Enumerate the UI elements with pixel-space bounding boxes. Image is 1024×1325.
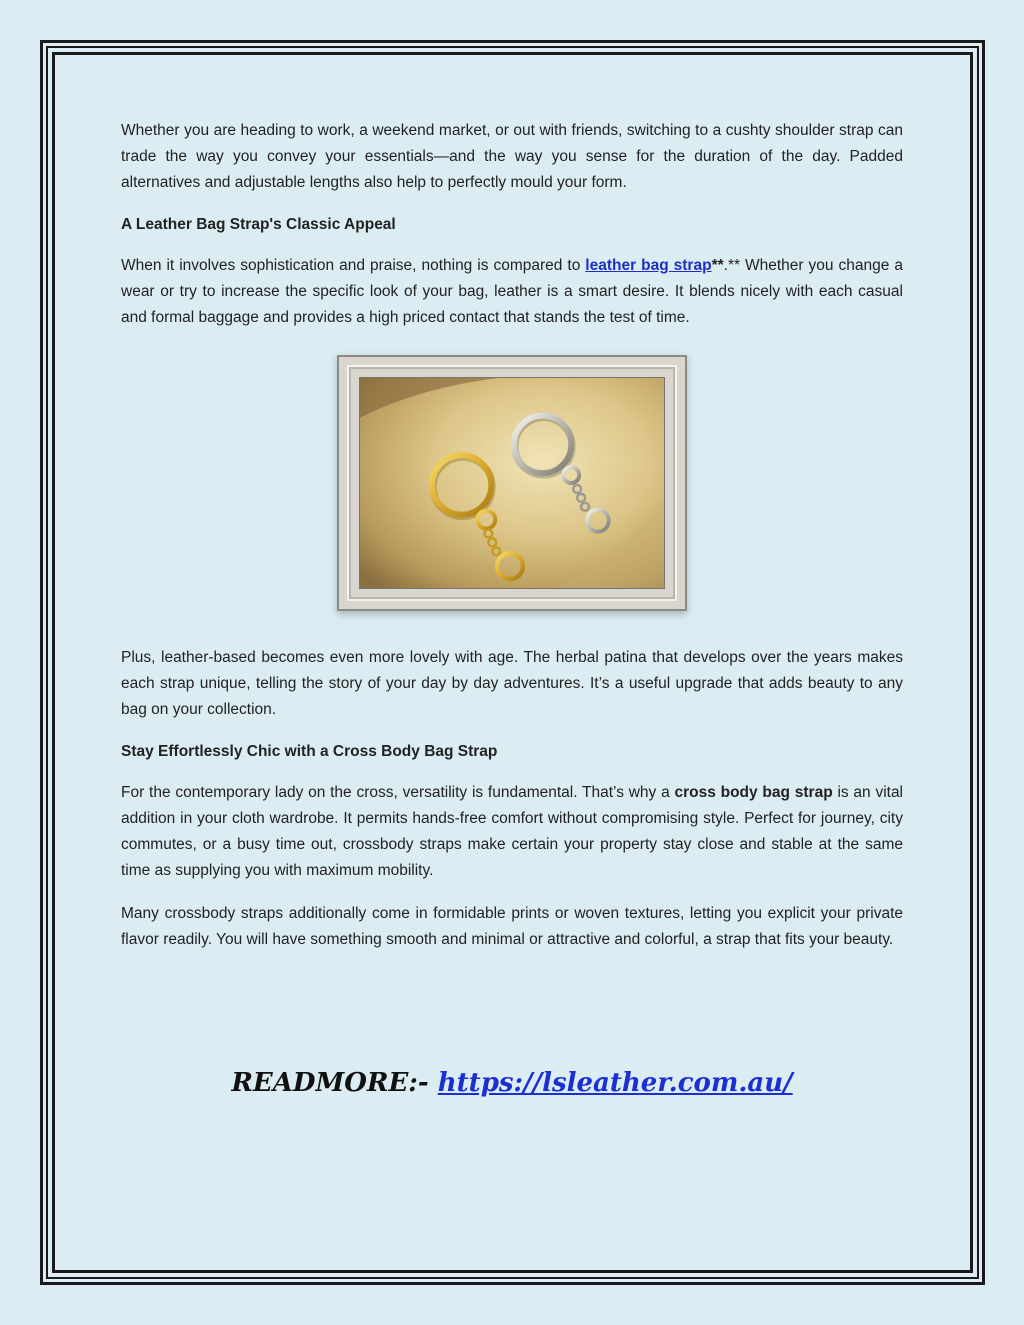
section-heading-crossbody: Stay Effortlessly Chic with a Cross Body Bag Strap	[121, 743, 498, 760]
keyrings-illustration	[360, 378, 664, 588]
cross-body-bag-strap-bold: cross body bag strap	[674, 784, 833, 801]
text-span: For the contemporary lady on the cross, versatility is fundamental. That’s why a	[121, 784, 675, 801]
leather-bag-strap-link[interactable]: leather bag strap	[585, 257, 712, 274]
crossbody-paragraph	[121, 780, 903, 884]
keyring-photo-frame	[337, 355, 687, 611]
text-span: .** Whether you change a wear or try to increase the specific look of your bag, leather is a smart desire. It blends nicely with each casual and formal baggage and provides a high priced contact that stands the test of time.	[121, 257, 903, 326]
text-span: is an vital addition in your cloth wardrobe. It permits hands-free comfort without compromising style. Perfect for journey, city commutes, or a busy time out, crossbody straps make certain your property stay close and stable at the same time as supplying you with maximum mobility.	[121, 784, 904, 879]
readmore-link[interactable]: https://lsleather.com.au/	[437, 1068, 793, 1098]
text-span: When it involves sophistication and praise, nothing is compared to	[121, 257, 586, 274]
prints-paragraph: Many crossbody straps additionally come in formidable prints or woven textures, letting you explicit your private flavor readily. You will have something smooth and minimal or attractive and colorful, a strap that fits your beauty.	[121, 905, 903, 948]
readmore-line	[0, 1068, 1024, 1098]
leather-paragraph	[121, 253, 903, 331]
article-body	[121, 118, 903, 970]
section-heading-leather: A Leather Bag Strap's Classic Appeal	[121, 216, 396, 233]
intro-paragraph: Whether you are heading to work, a weekend market, or out with friends, switching to a cushty shoulder strap can trade the way you convey your essentials—and the way you sense for the duration of the day. Padded alternatives and adjustable lengths also help to perfectly mould your form.	[121, 122, 903, 191]
patina-paragraph: Plus, leather-based becomes even more lovely with age. The herbal patina that develops over the years makes each strap unique, telling the story of your day by day adventures. It’s a useful upgrade that adds beauty to any bag on your collection.	[121, 649, 903, 718]
readmore-label: READMORE:-	[231, 1068, 438, 1098]
bold-asterisks: **	[711, 257, 724, 274]
keyring-photo	[359, 377, 665, 589]
